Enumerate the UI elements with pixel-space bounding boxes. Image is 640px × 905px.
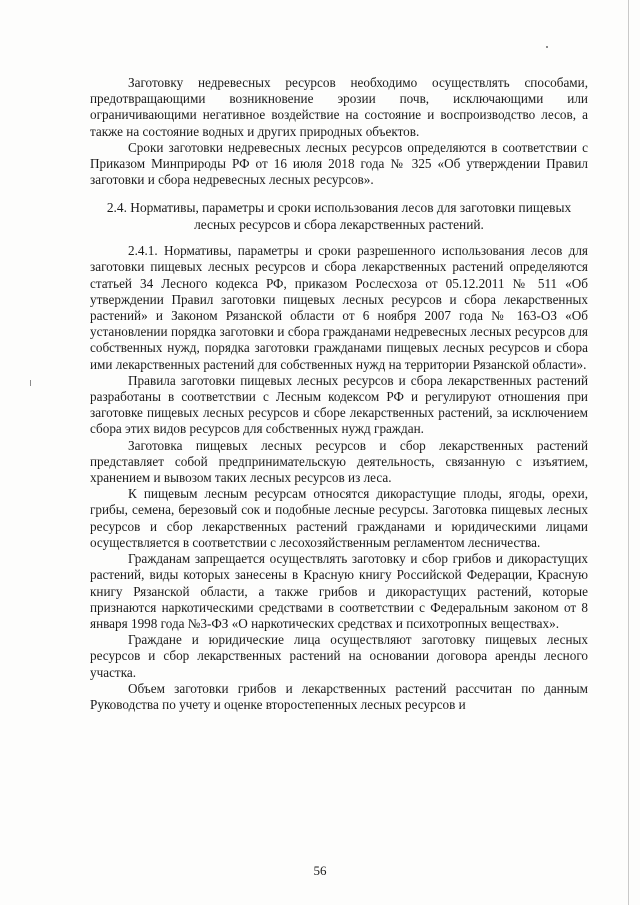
paragraph: Граждане и юридические лица осуществляют заготовку пищевых лесных ресурсов и сбор лекарственных растений на основании договора аренды лесного участка. [90, 632, 588, 680]
paragraph: Гражданам запрещается осуществлять заготовку и сбор грибов и дикорастущих растений, виды которых занесены в Красную книгу Российской Федерации, Красную книгу Рязанской области, а также грибов и дикорастущих растений, которые признаются наркотическими средствами в соответствии с Федеральным законом от 8 января 1998 года №3-ФЗ «О наркотических средствах и психотропных веществах». [90, 551, 588, 631]
paragraph: Заготовку недревесных ресурсов необходимо осуществлять способами, предотвращающими возникновение эрозии почв, исключающими или ограничивающими негативное воздействие на состояние и воспроизводство лесов, а также на состояние водных и других природных объектов. [90, 75, 588, 139]
scan-speck [546, 46, 548, 48]
page-number: 56 [313, 863, 327, 878]
paragraph: Сроки заготовки недревесных лесных ресурсов определяются в соответствии с Приказом Минприроды РФ от 16 июля 2018 года № 325 «Об утверждении Правил заготовки и сбора недревесных лесных ресурсов». [90, 139, 588, 188]
document-body [90, 75, 588, 713]
paragraph: Заготовка пищевых лесных ресурсов и сбор лекарственных растений представляет собой предпринимательскую деятельность, связанную с изъятием, хранением и вывозом таких лесных ресурсов из леса. [90, 437, 588, 486]
paragraph: К пищевым лесным ресурсам относятся дикорастущие плоды, ягоды, орехи, грибы, семена, березовый сок и подобные лесные ресурсы. Заготовка пищевых лесных ресурсов и сбор лекарственных растений гражданами и юридическими лицами осуществляется в соответствии с лесохозяйственным регламентом лесничества. [90, 486, 588, 550]
scan-edge-line [628, 0, 629, 905]
section-heading: 2.4. Нормативы, параметры и сроки использования лесов для заготовки пищевых лесных ресурсов и сбора лекарственных растений. [106, 200, 572, 232]
paragraph: 2.4.1. Нормативы, параметры и сроки разрешенного использования лесов для заготовки пищевых лесных ресурсов и сбора лекарственных растений определяются статьей 34 Лесного кодекса РФ, приказом Рослесхоза от 05.12.2011 № 511 «Об утверждении Правил заготовки пищевых лесных ресурсов и сбора лекарственных растений» и Законом Рязанской области от 6 ноября 2007 года № 163-ОЗ «Об установлении порядка заготовки и сбора гражданами недревесных лесных ресурсов для собственных нужд, порядка заготовки гражданами пищевых лесных ресурсов и сбора ими лекарственных растений для собственных нужд на территории Рязанской области». [90, 243, 588, 372]
paragraph: Объем заготовки грибов и лекарственных растений рассчитан по данным Руководства по учету и оценке второстепенных лесных ресурсов и [90, 680, 588, 712]
paragraph: Правила заготовки пищевых лесных ресурсов и сбора лекарственных растений разработаны в соответствии с Лесным кодексом РФ и регулируют отношения при заготовке пищевых лесных ресурсов и сборе лекарственных растений, за исключением сбора этих видов ресурсов для собственных нужд граждан. [90, 372, 588, 437]
scan-speck [30, 380, 31, 386]
